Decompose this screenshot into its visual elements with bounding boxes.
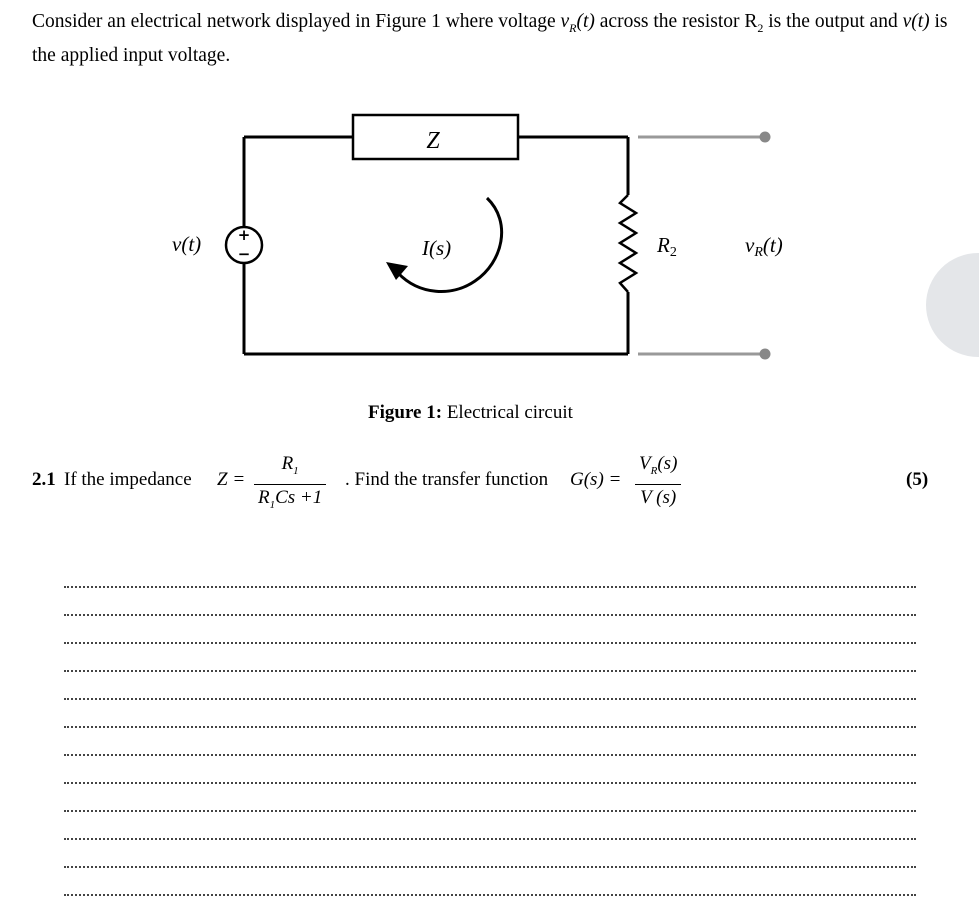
source-label: v(t) [172, 232, 202, 256]
impedance-label: Z [426, 128, 440, 154]
terminal-dot-top [760, 132, 771, 143]
transfer-fraction [635, 453, 681, 509]
answer-line[interactable] [64, 868, 916, 896]
answer-line[interactable] [64, 840, 916, 868]
terminal-dot-bottom [760, 349, 771, 360]
transfer-eq-label: G(s) = [570, 469, 622, 490]
resistor-r2 [620, 195, 636, 292]
answer-line[interactable] [64, 644, 916, 672]
current-label: I(s) [422, 236, 452, 260]
answer-line[interactable] [64, 560, 916, 588]
source-minus: − [237, 245, 251, 263]
answer-line[interactable] [64, 616, 916, 644]
figure-caption: Figure 1: Electrical circuit [368, 402, 573, 423]
output-label: vR(t) [745, 233, 783, 260]
resistor-label: R2 [657, 233, 677, 260]
impedance-eq-label: Z = [217, 469, 246, 490]
question-2-1 [32, 452, 932, 514]
answer-line[interactable] [64, 784, 916, 812]
answer-line[interactable] [64, 728, 916, 756]
answer-line[interactable] [64, 672, 916, 700]
answer-lines [64, 560, 916, 896]
question-marks: (5) [906, 469, 929, 490]
transfer-numerator: $V_R(s)$ [639, 453, 678, 477]
source-plus: + [237, 226, 251, 244]
question-text-part2: . Find the transfer function [345, 469, 549, 490]
answer-line[interactable] [64, 588, 916, 616]
impedance-denominator: $R_1Cs +1$ [258, 486, 323, 511]
question-text-part1: If the impedance [64, 469, 192, 490]
intro-paragraph: Consider an electrical network displayed in Figure 1 where voltage $v_R(t)$ across the resistor $R_2$ is the output and v(t) is the applied input voltage. [32, 11, 948, 66]
impedance-numerator: $R_1$ [281, 453, 299, 477]
question-number: 2.1 [32, 469, 56, 490]
impedance-fraction [254, 453, 326, 516]
answer-line[interactable] [64, 812, 916, 840]
transfer-denominator: V (s) [640, 486, 677, 508]
answer-line[interactable] [64, 700, 916, 728]
answer-line[interactable] [64, 756, 916, 784]
